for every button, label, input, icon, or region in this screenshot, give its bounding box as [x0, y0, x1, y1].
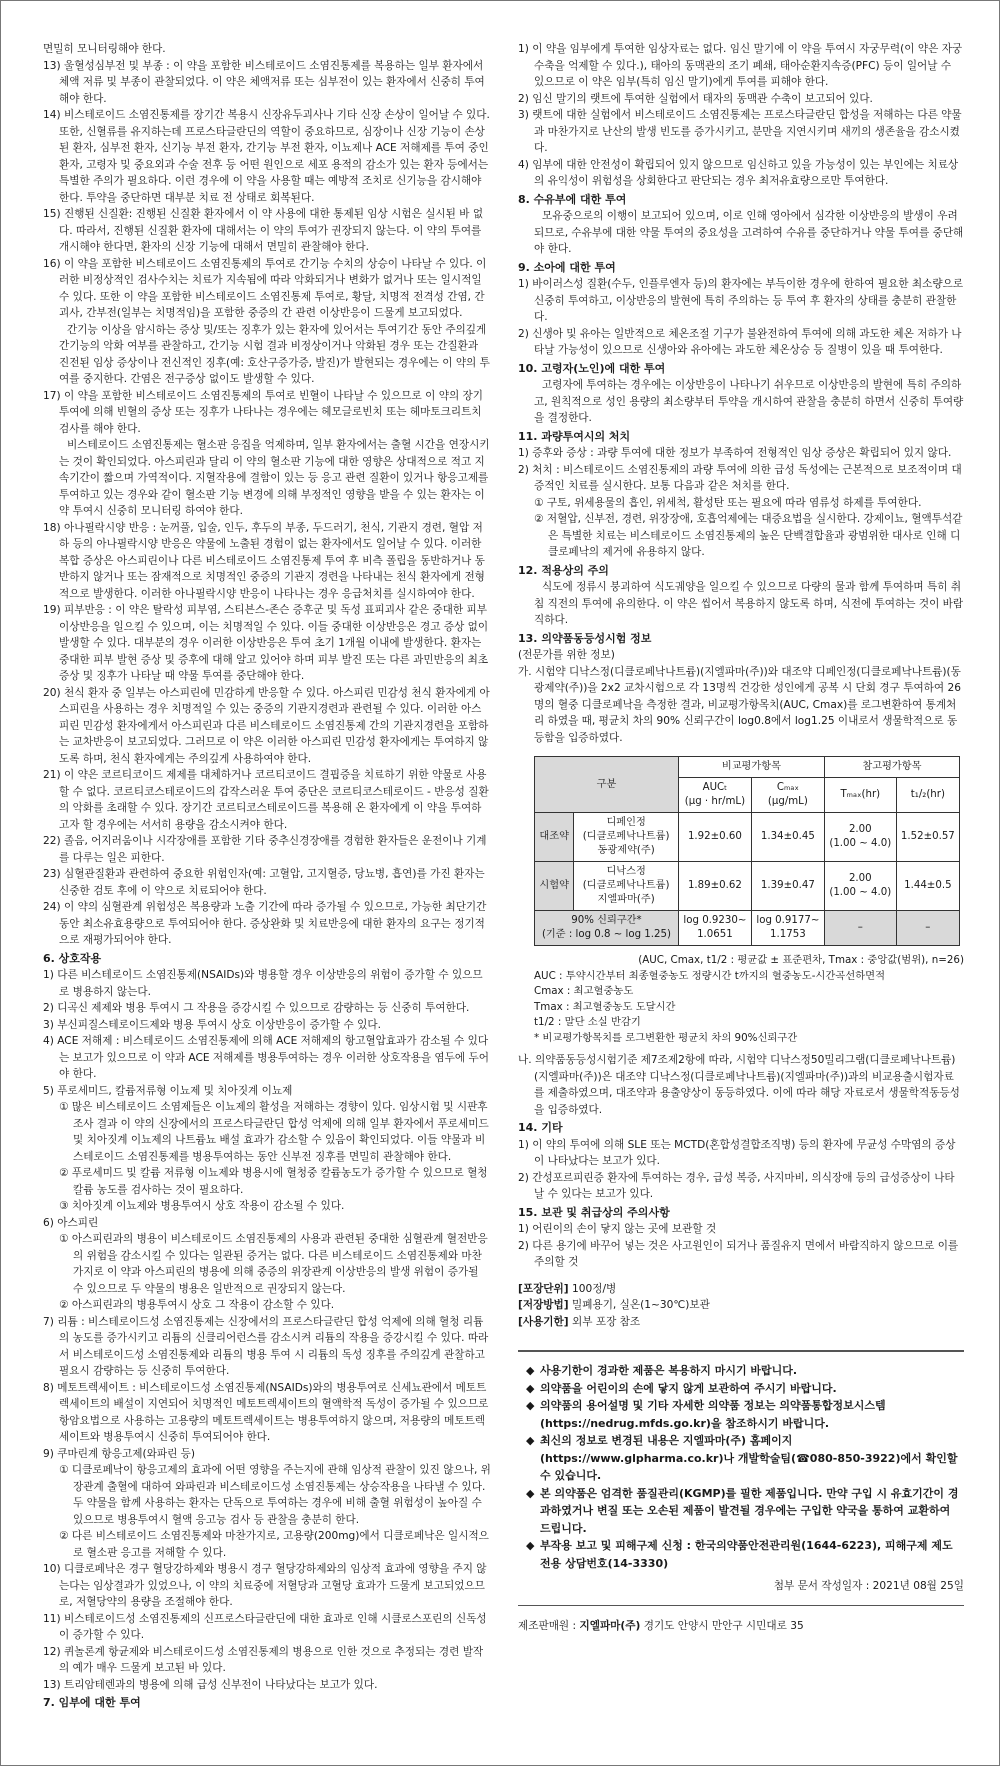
text-paragraph: 5) 푸로세미드, 칼륨저류형 이뇨제 및 치아짓계 이뇨제	[43, 1084, 293, 1097]
text-paragraph: 23) 심혈관질환과 관련하여 중요한 위험인자(예: 고혈압, 고지혈증, 당뇨병, 흡연)를 가진 환자는 신중한 검토 후에 이 약으로 치료되어야 한다.	[43, 868, 485, 897]
section-heading: 7. 임부에 대한 투여	[43, 1696, 141, 1709]
text-paragraph: ② 푸로세미드 및 칼륨 저류형 이뇨제와 병용시에 혈청중 칼륨농도가 증가할 수 있으므로 혈청 칼륨 농도를 검사하는 것이 필요하다.	[59, 1167, 488, 1196]
text-paragraph: 18) 아나필락시양 반응 : 눈꺼풀, 입술, 인두, 후두의 부종, 두드러기, 천식, 기관지 경련, 혈압 저하 등의 아나필락시양 반응은 약물에 노출된 경험이 없는 환자에서도 일어날 수 있다. 이러한 복합 증상은 아스피린이나 다른 비스테로이드 소염진통제 투여 후 비측 폴립을 동반하거나 동반하지 않거나 또는 잠재적으로 치명적인 중증의 기관지 경련을 나타내는 천식 환자에게 전형적으로 발생한다. 이러한 아나필락시양 반응이 나타나는 경우 응급처치를 실시하여야 한다.	[43, 521, 485, 600]
text-paragraph: 모유중으로의 이행이 보고되어 있으며, 이로 인해 영아에서 심각한 이상반응의 발생이 우려되므로, 수유부에 대한 약물 투여의 중요성을 고려하여 수유를 중단하거나 약물 투여를 중단해야 한다.	[534, 210, 964, 255]
text-paragraph: ③ 치아짓계 이뇨제와 병용투여시 상호 작용이 감소될 수 있다.	[59, 1200, 345, 1212]
table-cell-cmax: 1.39±0.47	[751, 862, 824, 911]
text-paragraph: 16) 이 약을 포함한 비스테로이드 소염진통제의 투여로 간기능 수치의 상승이 나타날 수 있다. 이러한 비정상적인 검사수치는 치료가 지속됨에 따라 악화되거나 변화가 없거나 또는 일시적일 수 있다. 또한 이 약을 포함한 비스테로이드 소염진통제 투여로, 황달, 치명적 전격성 간염, 간괴사, 간부전(일부는 치명적임)을 포함한 중증의 간 관련 이상반응이 드물게 보고되었다.	[43, 257, 487, 319]
table-cell-auc: 1.92±0.60	[678, 813, 751, 862]
table-ci-thalf: –	[896, 911, 959, 946]
table-head-ref: 참고평가항목	[824, 757, 959, 778]
section-heading: 8. 수유부에 대한 투여	[518, 192, 627, 206]
text-paragraph: 2) 처치 : 비스테로이드 소염진통제의 과량 투여에 의한 급성 독성에는 근본적으로 보조적이며 대증적인 치료를 실시한다. 보통 다음과 같은 처치를 한다.	[518, 463, 962, 492]
table-ci-cmax: log 0.9177~ 1.1753	[751, 911, 824, 946]
divider-line	[518, 1605, 964, 1606]
text-paragraph: 나. 의약품동등성시험기준 제7조제2항에 따라, 시험약 디낙스정50밀리그램(디클로페낙나트륨)(지엘파마(주))은 대조약 디낙스정(디클로페낙나트륨)(지엘파마(주))과의 비교용출시험자료를 제출하였으며, 대조약과 용출양상이 동등하였다. 이에 따라 해당 자료로서 생물학적동등성을 입증하였다.	[518, 1054, 960, 1116]
legend-line: * 비교평가항목치를 로그변환한 평균치 차의 90%신뢰구간	[534, 1031, 798, 1044]
text-paragraph: ② 저혈압, 신부전, 경련, 위장장애, 호흡억제에는 대증요법을 실시한다. 강제이뇨, 혈액투석같은 특별한 치료는 비스테로이드 소염진통제의 높은 단백결합율과 광범위한 대사로 인해 디클로페낙의 제거에 유용하지 않다.	[534, 513, 963, 558]
warning-item	[518, 1380, 964, 1398]
text-paragraph: 고령자에 투여하는 경우에는 이상반응이 나타나기 쉬우므로 이상반응의 발현에 특히 주의하고, 원칙적으로 성인 용량의 최소량부터 투약을 개시하여 관찰을 충분히 하면서 신중히 투여량을 결정한다.	[534, 379, 964, 424]
expiry-info: [사용기한] 외부 포장 참조	[518, 1315, 641, 1328]
text-paragraph: 12) 퀴놀론계 항균제와 비스테로이드성 소염진통제의 병용으로 인한 것으로 추정되는 경련 발작의 예가 매우 드물게 보고된 바 있다.	[43, 1645, 484, 1674]
table-head-group: 구분	[535, 757, 679, 813]
product-info	[518, 1281, 964, 1331]
table-ci-tmax: –	[824, 911, 896, 946]
text-paragraph: 1) 어린이의 손이 닿지 않는 곳에 보관할 것	[518, 1223, 717, 1235]
table-col-cmax: Cₘₐₓ (μg/mL)	[751, 778, 824, 813]
section-heading: 15. 보관 및 취급상의 주의사항	[518, 1205, 670, 1219]
text-paragraph: 20) 천식 환자 중 일부는 아스피린에 민감하게 반응할 수 있다. 아스피린 민감성 천식 환자에게 아스피린을 사용하는 경우 치명적일 수 있는 중증의 기관지경련과 관련될 수 있다. 이러한 아스피린 민감성 환자에게서 아스피린과 다른 비스테로이드 소염진통제 간의 기관지경련을 포함하는 교차반응이 보고되었다. 그러므로 이 약은 이러한 아스피린 민감성 환자에게는 투여하지 않도록 하며, 천식 환자에게는 주의깊게 사용하여야 한다.	[43, 686, 490, 765]
table-ci-auc: log 0.9230~ 1.0651	[678, 911, 751, 946]
section-heading: 14. 기타	[518, 1121, 563, 1134]
text-paragraph: ① 아스피린과의 병용이 비스테로이드 소염진통제의 사용과 관련된 중대한 심혈관계 혈전반응의 위험을 감소시킬 수 있다는 일관된 증거는 없다. 다른 비스테로이드 소염진통제와 마찬가지로 이 약과 아스피린의 병용에 의해 중증의 위장관계 이상반응의 발생 위험이 증가될 수 있으므로 두 약물의 병용은 일반적으로 권장되지 않는다.	[59, 1233, 488, 1295]
warning-item	[518, 1485, 964, 1538]
text-paragraph: 1) 이 약을 임부에게 투여한 임상자료는 없다. 임신 말기에 이 약을 투여시 자궁무력(이 약은 자궁수축을 억제할 수 있다.), 태아의 동맥관의 조기 폐쇄, 태아순환지속증(PFC) 등이 일어날 수 있으므로 이 약은 임부(특히 임신 말기)에게 투여를 피해야 한다.	[518, 43, 963, 88]
text-paragraph: 11) 비스테로이드성 소염진통제의 신프로스타글란딘에 대한 효과로 인해 시클로스포린의 신독성이 증가할 수 있다.	[43, 1612, 487, 1641]
table-row	[535, 862, 960, 911]
divider-line	[518, 1350, 964, 1352]
right-column-top	[518, 41, 964, 746]
text-paragraph: 8) 메토트렉세이트 : 비스테로이드성 소염진통제(NSAIDs)와의 병용투여로 신세뇨관에서 메토트렉세이트의 배설이 지연되어 치명적인 메토트렉세이트의 혈액학적 독성이 증가될 수 있으므로 항암요법으로 사용하는 고용량의 메토트렉세이트는 병용투여하지 않으며, 저용량의 메토트렉세이트와 병용투여시 신중히 투여되어야 한다.	[43, 1381, 489, 1443]
diamond-bullet-icon: ◆	[526, 1399, 535, 1412]
text-paragraph: ① 구토, 위세용물의 흡인, 위세척, 활성탄 또는 필요에 따라 염류성 하제를 투여한다.	[534, 496, 922, 509]
warning-text: 의약품의 용어설명 및 기타 자세한 의약품 정보는 의약품통합정보시스템(https://nedrug.mfds.go.kr)을 참조하시기 바랍니다.	[540, 1399, 886, 1430]
diamond-bullet-icon: ◆	[526, 1381, 535, 1395]
text-paragraph: 15) 진행된 신질환: 진행된 신질환 환자에서 이 약 사용에 대한 통제된 임상 시험은 실시된 바 없다. 따라서, 진행된 신질환 환자에 대해서는 이 약의 투여가 권장되지 않는다. 이 약의 투여를 개시해야 한다면, 환자의 신장 기능에 대해서 면밀히 관찰해야 한다.	[43, 208, 484, 253]
table-legend	[518, 969, 964, 1047]
text-paragraph: 14) 비스테로이드 소염진통제를 장기간 복용시 신장유두괴사나 기타 신장 손상이 일어날 수 있다. 또한, 신혈류를 유지하는데 프로스타글란딘의 역할이 중요하므로, 심장이나 신장 기능이 손상된 환자, 심부전 환자, 신기능 부전 환자, 간기능 부전 환자, 이뇨제나 ACE 저해제를 투여 중인 환자, 고령자 및 중요외과 수술 전후 등 어떤 원인으로 세포 용적의 감소가 있는 환자 등에서는 특별한 주의가 필요하다. 이런 경우에 이 약을 사용할 때는 예방적 조치로 신기능을 감시해야 한다. 투약을 중단하면 대부분 치료 전 상태로 회복된다.	[43, 109, 490, 204]
document-date: 첨부 문서 작성일자 : 2021년 08월 25일	[773, 1580, 964, 1592]
table-head-bio: 비교평가항목	[678, 757, 824, 778]
warning-item	[518, 1397, 964, 1432]
text-paragraph: 13) 울혈성심부전 및 부종 : 이 약을 포함한 비스테로이드 소염진통제를 복용하는 일부 환자에서 체액 저류 및 부종이 관찰되었다. 이 약은 체액저류 또는 심부전이 있는 환자에서 신중히 투여해야 한다.	[43, 59, 485, 105]
warning-text: 사용기한이 경과한 제품은 복용하지 마시기 바랍니다.	[540, 1364, 798, 1377]
text-paragraph: 2) 다른 용기에 바꾸어 넣는 것은 사고원인이 되거나 품질유지 면에서 바람직하지 않으므로 이를 주의할 것	[518, 1239, 959, 1268]
table-cell-drug: 디페인정 (디클로페낙나트륨) 동광제약(주)	[574, 813, 679, 862]
text-paragraph: 1) 바이러스성 질환(수두, 인플루엔자 등)의 환자에는 부득이한 경우에 한하여 필요한 최소량으로 신중히 투여하고, 이상반응의 발현에 특히 주의하는 등 투여 후 환자의 상태를 충분히 관찰한다.	[518, 278, 964, 323]
section-heading: 10. 고령자(노인)에 대한 투여	[518, 361, 666, 375]
text-paragraph: 4) 임부에 대한 안전성이 확립되어 있지 않으므로 임신하고 있을 가능성이 있는 부인에는 치료상의 유익성이 위험성을 상회한다고 판단되는 경우 최저유효량으로만 투여한다.	[518, 158, 959, 187]
text-paragraph: ② 다른 비스테로이드 소염진통제와 마찬가지로, 고용량(200mg)에서 디클로페낙은 일시적으로 혈소판 응고를 저해할 수 있다.	[59, 1530, 489, 1559]
text-paragraph: 식도에 정류시 붕괴하여 식도궤양을 일으킬 수 있으므로 다량의 물과 함께 투여하며 특히 취침 직전의 투여에 유의한다. 이 약은 씹어서 복용하지 않도록 하며, 식전에 투여하는 것이 바람직하다.	[534, 581, 964, 626]
section-heading: 9. 소아에 대한 투여	[518, 260, 616, 274]
table-col-auc: AUCₜ (μg · hr/mL)	[678, 778, 751, 813]
text-paragraph: 1) 증후와 증상 : 과량 투여에 대한 정보가 부족하여 전형적인 임상 증상은 확립되어 있지 않다.	[518, 447, 952, 459]
table-footnote: (AUC, Cmax, t1/2 : 평균값 ± 표준편차, Tmax : 중앙값(범위), n=26)	[638, 954, 964, 966]
right-column	[518, 41, 964, 1634]
warning-text: 부작용 보고 및 피해구제 신청 : 한국의약품안전관리원(1644-6223), 피해구제 제도 전용 상담번호(14-3330)	[540, 1539, 953, 1570]
table-cell-thalf: 1.44±0.5	[896, 862, 959, 911]
table-cell-group: 대조약	[535, 813, 574, 862]
text-paragraph: 3) 부신피질스테로이드제와 병용 투여시 상호 이상반응이 증가할 수 있다.	[43, 1018, 381, 1031]
text-paragraph: 1) 다른 비스테로이드 소염진통제(NSAIDs)와 병용할 경우 이상반응의 위험이 증가할 수 있으므로 병용하지 않는다.	[43, 969, 483, 998]
text-paragraph: 2) 임신 말기의 랫트에 투여한 실험에서 태자의 동맥관 수축이 보고되어 있다.	[518, 92, 873, 105]
text-paragraph: 1) 이 약의 투여에 의해 SLE 또는 MCTD(혼합성결합조직병) 등의 환자에 무균성 수막염의 증상이 나타났다는 보고가 있다.	[518, 1138, 956, 1167]
warning-item	[518, 1537, 964, 1572]
diamond-bullet-icon: ◆	[526, 1434, 535, 1447]
table-cell-tmax: 2.00 (1.00 ~ 4.0)	[824, 862, 896, 911]
warning-text: 본 의약품은 엄격한 품질관리(KGMP)를 필한 제품입니다. 만약 구입 시 유효기간이 경과하였거나 변질 또는 오손된 제품이 발견될 경우에는 구입한 약국을 통하여 교환하여 드립니다.	[540, 1486, 959, 1535]
warning-item	[518, 1432, 964, 1485]
text-paragraph: 10) 디클로페낙은 경구 혈당강하제와 병용시 경구 혈당강하제와의 임상적 효과에 영향을 주지 않는다는 임상결과가 있었으나, 이 약의 치료중에 저혈당과 고혈당 효과가 드물게 보고되었으므로, 저혈당약의 용량을 조절해야 한다.	[43, 1563, 487, 1608]
packaging-unit: [포장단위] 100정/병	[518, 1282, 617, 1295]
diamond-bullet-icon: ◆	[526, 1539, 535, 1552]
text-paragraph: 7) 리튬 : 비스테로이드성 소염진통제는 신장에서의 프로스타글란딘 합성 억제에 의해 혈청 리튬의 농도를 증가시키고 리튬의 신클리어런스를 감소시켜 리튬의 작용을 증강시킬 수 있다. 따라서 비스테로이드성 소염진통제와 리튬의 병용 투여 시 리튬의 독성 징후를 주의깊게 관찰하고 필요시 감량하는 등 신중히 투여한다.	[43, 1315, 489, 1377]
right-column-bottom	[518, 1052, 964, 1271]
text-paragraph: 13) 트리암테렌과의 병용에 의해 급성 신부전이 나타났다는 보고가 있다.	[43, 1678, 378, 1691]
section-heading: 13. 의약품동등성시험 정보	[518, 631, 652, 645]
warning-text: 최신의 정보로 변경된 내용은 지엘파마(주) 홈페이지(https://www.glpharma.co.kr)나 개발학술팀(☎080-850-3922)에서 확인할 수 있습니다.	[540, 1434, 958, 1482]
text-paragraph: ① 디클로페낙이 항응고제의 효과에 어떤 영향을 주는지에 관해 임상적 관찰이 있진 않으나, 위장관계 출혈에 대하여 와파린과 비스테로이드성 소염진통제는 상승작용을 나타낼 수 있다. 두 약물을 함께 사용하는 환자는 단독으로 투여하는 경우에 비해 출혈 위험성이 높아질 수 있으므로 병용투여시 혈액 응고능 검사 등 관찰을 충분히 한다.	[59, 1464, 491, 1526]
section-heading: 11. 과량투여시의 처치	[518, 429, 631, 443]
text-paragraph: 21) 이 약은 코르티코이드 제제를 대체하거나 코르티코이드 결핍증을 치료하기 위한 약물로 사용할 수 없다. 코르티코스테로이드의 갑작스러운 투여 중단은 코르티코스테로이드 - 반응성 질환의 악화를 초래할 수 있다. 장기간 코르티코스테로이드를 복용해 온 환자에게 이 약을 투여하고자 할 경우에는 서서히 용량을 감소시켜야 한다.	[43, 769, 489, 831]
text-paragraph: 간기능 이상을 암시하는 증상 및/또는 징후가 있는 환자에 있어서는 투여기간 동안 주의깊게 간기능의 악화 여부를 관찰하고, 간기능 시험 결과 비정상이거나 악화된 경우 또는 간질환과 진전된 임상 증상이나 전신적인 징후(예: 호산구증가증, 발진)가 발현되는 경우에는 이 약의 투여를 중지한다. 간염은 전구증상 없이도 발생할 수 있다.	[59, 323, 490, 385]
text-paragraph: 가. 시험약 디낙스정(디클로페낙나트륨)(지엘파마(주))와 대조약 디페인정(디클로페낙나트륨)(동광제약(주))을 2x2 교차시험으로 각 13명씩 건강한 성인에게 공복 시 단회 경구 투여하여 26명의 혈중 디클로페낙을 측정한 결과, 비교평가항목치(AUC, Cmax)를 로그변환하여 통계처리 하였을 때, 평균치 차의 90% 신뢰구간이 log0.8에서 log1.25 이내로서 생물학적으로 동등함을 입증하였다.	[518, 665, 961, 744]
warning-notices	[518, 1362, 964, 1572]
warning-item	[518, 1362, 964, 1380]
table-cell-tmax: 2.00 (1.00 ~ 4.0)	[824, 813, 896, 862]
table-cell-thalf: 1.52±0.57	[896, 813, 959, 862]
text-paragraph: 6) 아스피린	[43, 1216, 99, 1229]
text-paragraph: ① 많은 비스테로이드 소염제들은 이뇨제의 활성을 저해하는 경향이 있다. 임상시험 및 시판후 조사 결과 이 약의 신장에서의 프로스타글란딘 합성 억제에 의해 일부 환자에서 푸로세미드 및 치아짓계 이뇨제의 나트륨뇨 배설 효과가 감소할 수 있음이 확인되었다. 이들 약물과 비스테로이드 소염진통제를 병용투여하는 동안 신부전 징후를 면밀히 관찰해야 한다.	[59, 1101, 489, 1163]
text-paragraph: ② 아스피린과의 병용투여시 상호 그 작용이 감소할 수 있다.	[59, 1299, 335, 1311]
text-paragraph: 2) 간성포르피린증 환자에 투여하는 경우, 급성 복증, 사지마비, 의식장애 등의 급성증상이 나타날 수 있다는 보고가 있다.	[518, 1171, 955, 1200]
table-ci-label: 90% 신뢰구간* (기준 : log 0.8 ~ log 1.25)	[535, 911, 679, 946]
diamond-bullet-icon: ◆	[526, 1364, 535, 1377]
table-cell-cmax: 1.34±0.45	[751, 813, 824, 862]
left-column	[43, 41, 491, 1712]
text-paragraph: 3) 랫트에 대한 실험에서 비스테로이드 소염진통제는 프로스타글란딘 합성을 저해하는 다른 약물과 마찬가지로 난산의 발생 빈도를 증가시키고, 분만을 지연시키며 새끼의 생존율을 감소시켰다.	[518, 109, 962, 154]
text-paragraph: 22) 졸음, 어지러움이나 시각장애를 포함한 기타 중추신경장애를 경험한 환자들은 운전이나 기계를 다루는 일은 피한다.	[43, 835, 487, 864]
storage-method: [저장방법] 밀폐용기, 실온(1~30℃)보관	[518, 1299, 710, 1311]
table-row-ci	[535, 911, 960, 946]
legend-line: Cmax : 최고혈중농도	[534, 985, 634, 997]
text-paragraph: 비스테로이드 소염진통제는 혈소판 응집을 억제하며, 일부 환자에서는 출혈 시간을 연장시키는 것이 확인되었다. 아스피린과 달리 이 약의 혈소판 기능에 대한 영향은 상대적으로 적고 지속기간이 짧으며 가역적이다. 지혈작용에 결함이 있는 등 응고 관련 질환이 있거나 항응고제를 투여하고 있는 경우와 같이 혈소판 기능 변경에 의해 부정적인 영향을 받을 수 있는 환자는 이 약 투여시 신중히 모니터링 하여야 한다.	[59, 439, 490, 517]
text-paragraph: 19) 피부반응 : 이 약은 탈락성 피부염, 스티븐스-존슨 증후군 및 독성 표피괴사 같은 중대한 피부 이상반응을 일으킬 수 있으며, 이는 치명적일 수 있다. 이들 중대한 이상반응은 경고 증상 없이 발생할 수 있다. 대부분의 경우 이러한 이상반응은 투여 초기 1개월 이내에 발생한다. 환자는 중대한 피부 발현 증상 및 증후에 대해 알고 있어야 하며 피부 발진 또는 다른 과민반응의 최초 증상 및 징후가 나타날 때 약물 투여를 중단해야 한다.	[43, 604, 489, 682]
table-cell-group: 시험약	[535, 862, 574, 911]
text-paragraph: 2) 디곡신 제제와 병용 투여시 그 작용을 증강시킬 수 있으므로 감량하는 등 신중히 투여한다.	[43, 1002, 470, 1014]
diamond-bullet-icon: ◆	[526, 1486, 535, 1500]
table-col-thalf: t₁/₂(hr)	[896, 778, 959, 813]
legend-line: AUC : 투약시간부터 최종혈중농도 정량시간 t까지의 혈중농도-시간곡선하면적	[534, 969, 886, 982]
warning-text: 의약품을 어린이의 손에 닿지 않게 보관하여 주시기 바랍니다.	[540, 1381, 837, 1395]
text-paragraph: (전문가를 위한 정보)	[518, 649, 615, 661]
section-heading: 6. 상호작용	[43, 951, 102, 965]
legend-line: Tmax : 최고혈중농도 도달시간	[534, 1000, 676, 1013]
table-row	[535, 813, 960, 862]
text-paragraph: 9) 쿠마린계 항응고제(와파린 등)	[43, 1447, 196, 1460]
section-heading: 12. 적용상의 주의	[518, 563, 609, 577]
legend-line: t1/2 : 말단 소실 반감기	[534, 1016, 641, 1028]
text-paragraph: 2) 신생아 및 유아는 일반적으로 체온조절 기구가 불완전하여 투여에 의해 과도한 체온 저하가 나타날 가능성이 있으므로 신생아와 유아에는 과도한 체온상승 등 질병이 있을 때 투여한다.	[518, 327, 962, 356]
text-paragraph: 4) ACE 저해제 : 비스테로이드 소염진통제에 의해 ACE 저해제의 항고혈압효과가 감소될 수 있다는 보고가 있으므로 이 약과 ACE 저해제를 병용투여하는 경우 이러한 상호작용을 염두에 두어야 한다.	[43, 1035, 489, 1080]
manufacturer: 제조판매원 : 지엘파마(주) 경기도 안양시 만안구 시민대로 35	[518, 1619, 804, 1632]
table-cell-drug: 디낙스정 (디클로페낙나트륨) 지엘파마(주)	[574, 862, 679, 911]
text-paragraph: 면밀히 모니터링해야 한다.	[43, 43, 166, 55]
text-paragraph: 24) 이 약의 심혈관계 위험성은 복용량과 노출 기간에 따라 증가될 수 있으므로, 가능한 최단기간동안 최소유효용량으로 투여되어야 한다. 증상완화 및 치료반응에 대한 환자의 요구는 정기적으로 재평가되어야 한다.	[43, 901, 487, 946]
text-paragraph: 17) 이 약을 포함한 비스테로이드 소염진통제의 투여로 빈혈이 나타날 수 있으므로 이 약의 장기 투여에 의해 빈혈의 증상 또는 징후가 나타나는 경우에는 헤모글로빈치 또는 헤마토크리트치 검사를 해야 한다.	[43, 389, 484, 435]
bioequivalence-table	[534, 756, 960, 946]
table-col-tmax: Tₘₐₓ(hr)	[824, 778, 896, 813]
table-cell-auc: 1.89±0.62	[678, 862, 751, 911]
